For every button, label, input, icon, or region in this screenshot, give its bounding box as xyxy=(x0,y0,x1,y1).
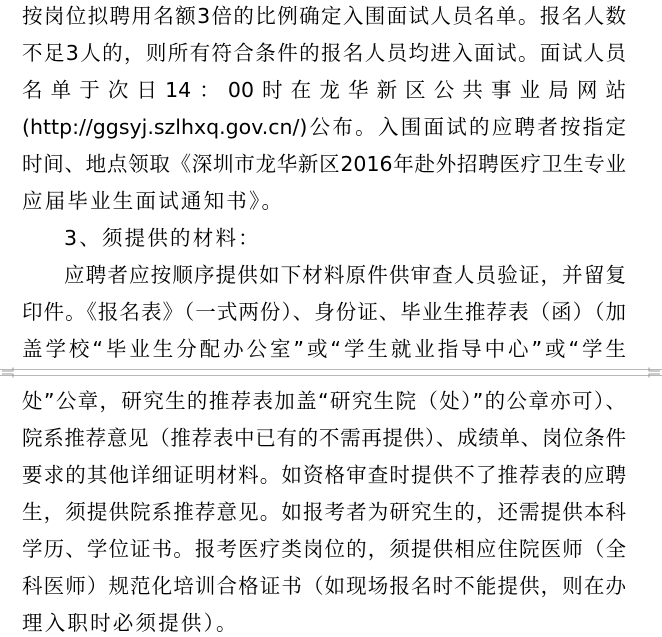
paragraph-line: 生，须提供院系推荐意见。如报考者为研究生的，还需提供本科 xyxy=(22,500,626,524)
page-bottom-region xyxy=(0,380,662,637)
paragraph-line: 盖学校“毕业生分配办公室”或“学生就业指导中心”或“学生 xyxy=(22,337,626,361)
margin-corner-left-icon xyxy=(2,367,14,378)
paragraph-line: 不足3人的，则所有符合条件的报名人员均进入面试。面试人员 xyxy=(22,41,626,65)
page-bottom-edge xyxy=(0,369,662,370)
paragraph-line: 应届毕业生面试通知书》。 xyxy=(22,189,285,213)
page-break-separator xyxy=(0,366,662,380)
paragraph-line: (http://ggsyj.szlhxq.gov.cn/)公布。入围面试的应聘者按指定 xyxy=(22,115,626,139)
paragraph-line: 印件。《报名表》（一式两份）、身份证、毕业生推荐表（函）（加 xyxy=(22,300,626,324)
paragraph-line: 处”公章，研究生的推荐表加盖“研究生院（处）”的公章亦可）、 xyxy=(22,389,626,413)
paragraph-line: 学历、学位证书。报考医疗类岗位的，须提供相应住院医师（全 xyxy=(22,537,626,561)
page-top-edge xyxy=(0,375,662,376)
section-heading: 3、须提供的材料： xyxy=(64,226,261,250)
paragraph-line: 名单于次日14：00时在龙华新区公共事业局网站 xyxy=(22,78,626,102)
paragraph-line: 要求的其他详细证明材料。如资格审查时提供不了推荐表的应聘 xyxy=(22,463,626,487)
paragraph-line: 院系推荐意见（推荐表中已有的不需再提供）、成绩单、岗位条件 xyxy=(22,426,626,450)
paragraph-line: 按岗位拟聘用名额3倍的比例确定入围面试人员名单。报名人数 xyxy=(22,4,626,28)
paragraph-line: 理入职时必须提供）。 xyxy=(22,611,239,635)
paragraph-line: 时间、地点领取《深圳市龙华新区2016年赴外招聘医疗卫生专业 xyxy=(22,152,626,176)
paragraph-line: 科医师）规范化培训合格证书（如现场报名时不能提供，则在办 xyxy=(22,574,626,598)
paragraph-line: 应聘者应按顺序提供如下材料原件供审查人员验证，并留复 xyxy=(64,263,626,287)
margin-corner-right-icon xyxy=(648,367,660,378)
